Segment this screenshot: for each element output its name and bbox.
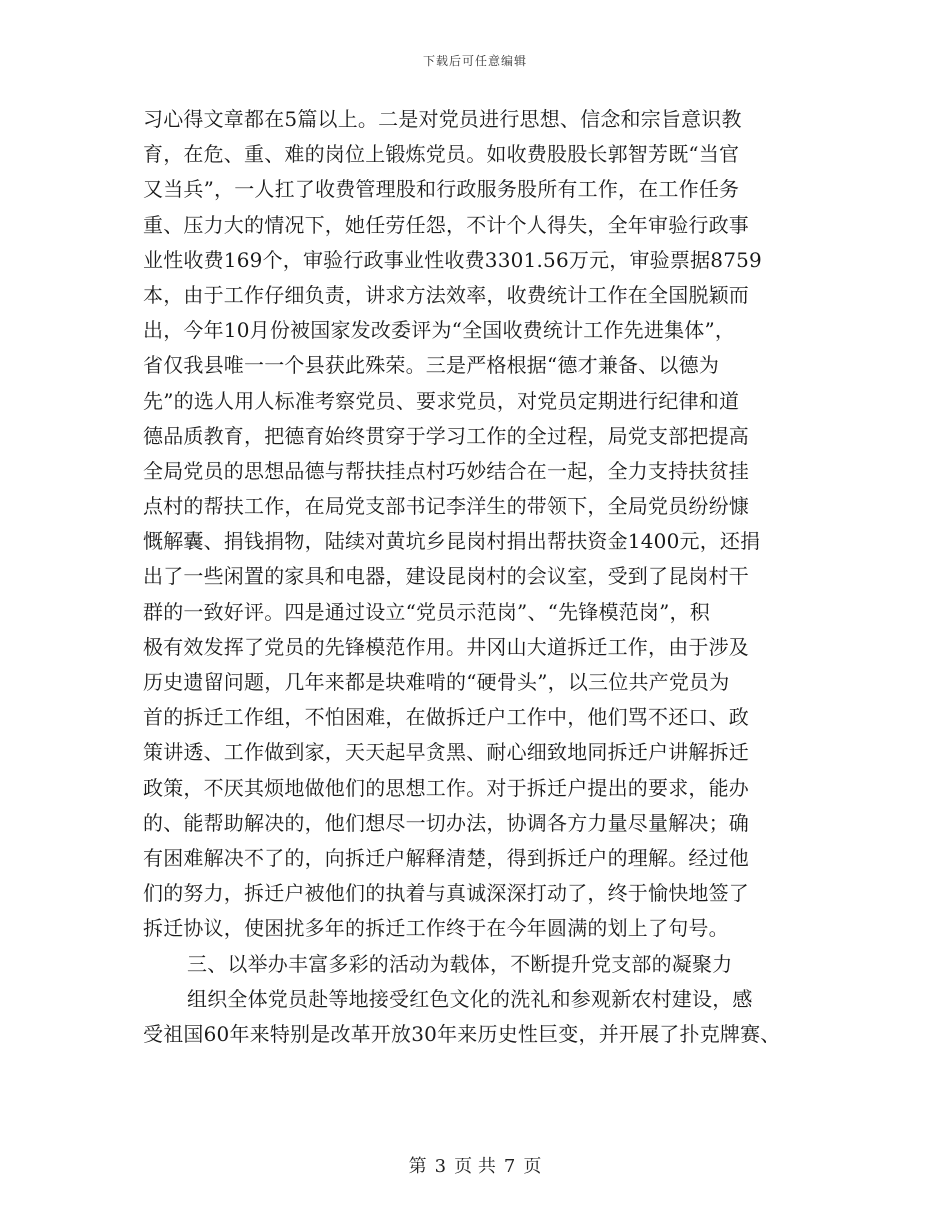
text-line: 首的拆迁工作组，不怕困难，在做拆迁户工作中，他们骂不还口、政	[143, 705, 749, 730]
footer-suffix: 页	[523, 1156, 542, 1177]
text-line: 政策，不厌其烦地做他们的思想工作。对于拆迁户提出的要求，能办	[143, 775, 749, 800]
text-line: 本，由于工作仔细负责，讲求方法效率，收费统计工作在全国脱颖而	[143, 282, 749, 307]
current-page-number: 3	[434, 1156, 447, 1177]
text-line: 业性收费169个，审验行政事业性收费3301.56万元，审验票据8759	[143, 247, 762, 272]
text-line: 出，今年10月份被国家发改委评为“全国收费统计工作先进集体”，	[143, 318, 736, 343]
text-line: 策讲透、工作做到家，天天起早贪黑、耐心细致地同拆迁户讲解拆迁	[143, 740, 749, 765]
text-line: 点村的帮扶工作，在局党支部书记李洋生的带领下，全局党员纷纷慷	[143, 494, 749, 519]
text-line: 全局党员的思想品德与帮扶挂点村巧妙结合在一起，全力支持扶贫挂	[143, 458, 749, 483]
text-line: 慨解囊、捐钱捐物，陆续对黄坑乡昆岗村捐出帮扶资金1400元，还捐	[143, 529, 761, 554]
text-line: 德品质教育，把德育始终贯穿于学习工作的全过程，局党支部把提高	[143, 423, 749, 448]
text-line: 群的一致好评。四是通过设立“党员示范岗”、“先锋模范岗”，积	[143, 599, 710, 624]
page-number-footer	[0, 1152, 950, 1178]
text-line: 育，在危、重、难的岗位上锻炼党员。如收费股股长郭智芳既“当官	[143, 142, 740, 167]
total-page-count: 7	[503, 1156, 516, 1177]
text-line: 们的努力，拆迁户被他们的执着与真诚深深打动了，终于愉快地签了	[143, 881, 749, 906]
text-line: 习心得文章都在5篇以上。二是对党员进行思想、信念和宗旨意识教	[143, 107, 742, 131]
text-line: 的、能帮助解决的，他们想尽一切办法，协调各方力量尽量解决；确	[143, 810, 749, 835]
text-line: 历史遗留问题，几年来都是块难啃的“硬骨头”，以三位共产党员为	[143, 670, 730, 694]
footer-prefix: 第	[408, 1156, 427, 1177]
paragraph-first-line: 组织全体党员赴等地接受红色文化的洗礼和参观新农村建设，感	[187, 986, 753, 1011]
text-line: 重、压力大的情况下，她任劳任怨，不计个人得失，全年审验行政事	[143, 212, 749, 237]
text-line: 出了一些闲置的家具和电器，建设昆岗村的会议室，受到了昆岗村干	[143, 564, 749, 589]
text-line: 拆迁协议，使困扰多年的拆迁工作终于在今年圆满的划上了句号。	[143, 916, 729, 941]
text-line: 省仅我县唯一一个县获此殊荣。三是严格根据“德才兼备、以德为	[143, 353, 720, 378]
text-line: 又当兵”，一人扛了收费管理股和行政服务股所有工作，在工作任务	[143, 177, 740, 202]
text-line: 先”的选人用人标准考察党员、要求党员，对党员定期进行纪律和道	[143, 388, 740, 413]
page-header-note: 下载后可任意编辑	[422, 54, 527, 68]
section-heading: 三、以举办丰富多彩的活动为载体，不断提升党支部的凝聚力	[187, 951, 733, 976]
document-body	[143, 102, 823, 1052]
text-line: 有困难解决不了的，向拆迁户解释清楚，得到拆迁户的理解。经过他	[143, 845, 749, 870]
paragraph-line: 受祖国60年来特别是改革开放30年来历史性巨变，并开展了扑克牌赛、	[143, 1021, 781, 1046]
text-line: 极有效发挥了党员的先锋模范作用。井冈山大道拆迁工作，由于涉及	[143, 634, 749, 659]
footer-middle: 页 共	[454, 1156, 496, 1177]
